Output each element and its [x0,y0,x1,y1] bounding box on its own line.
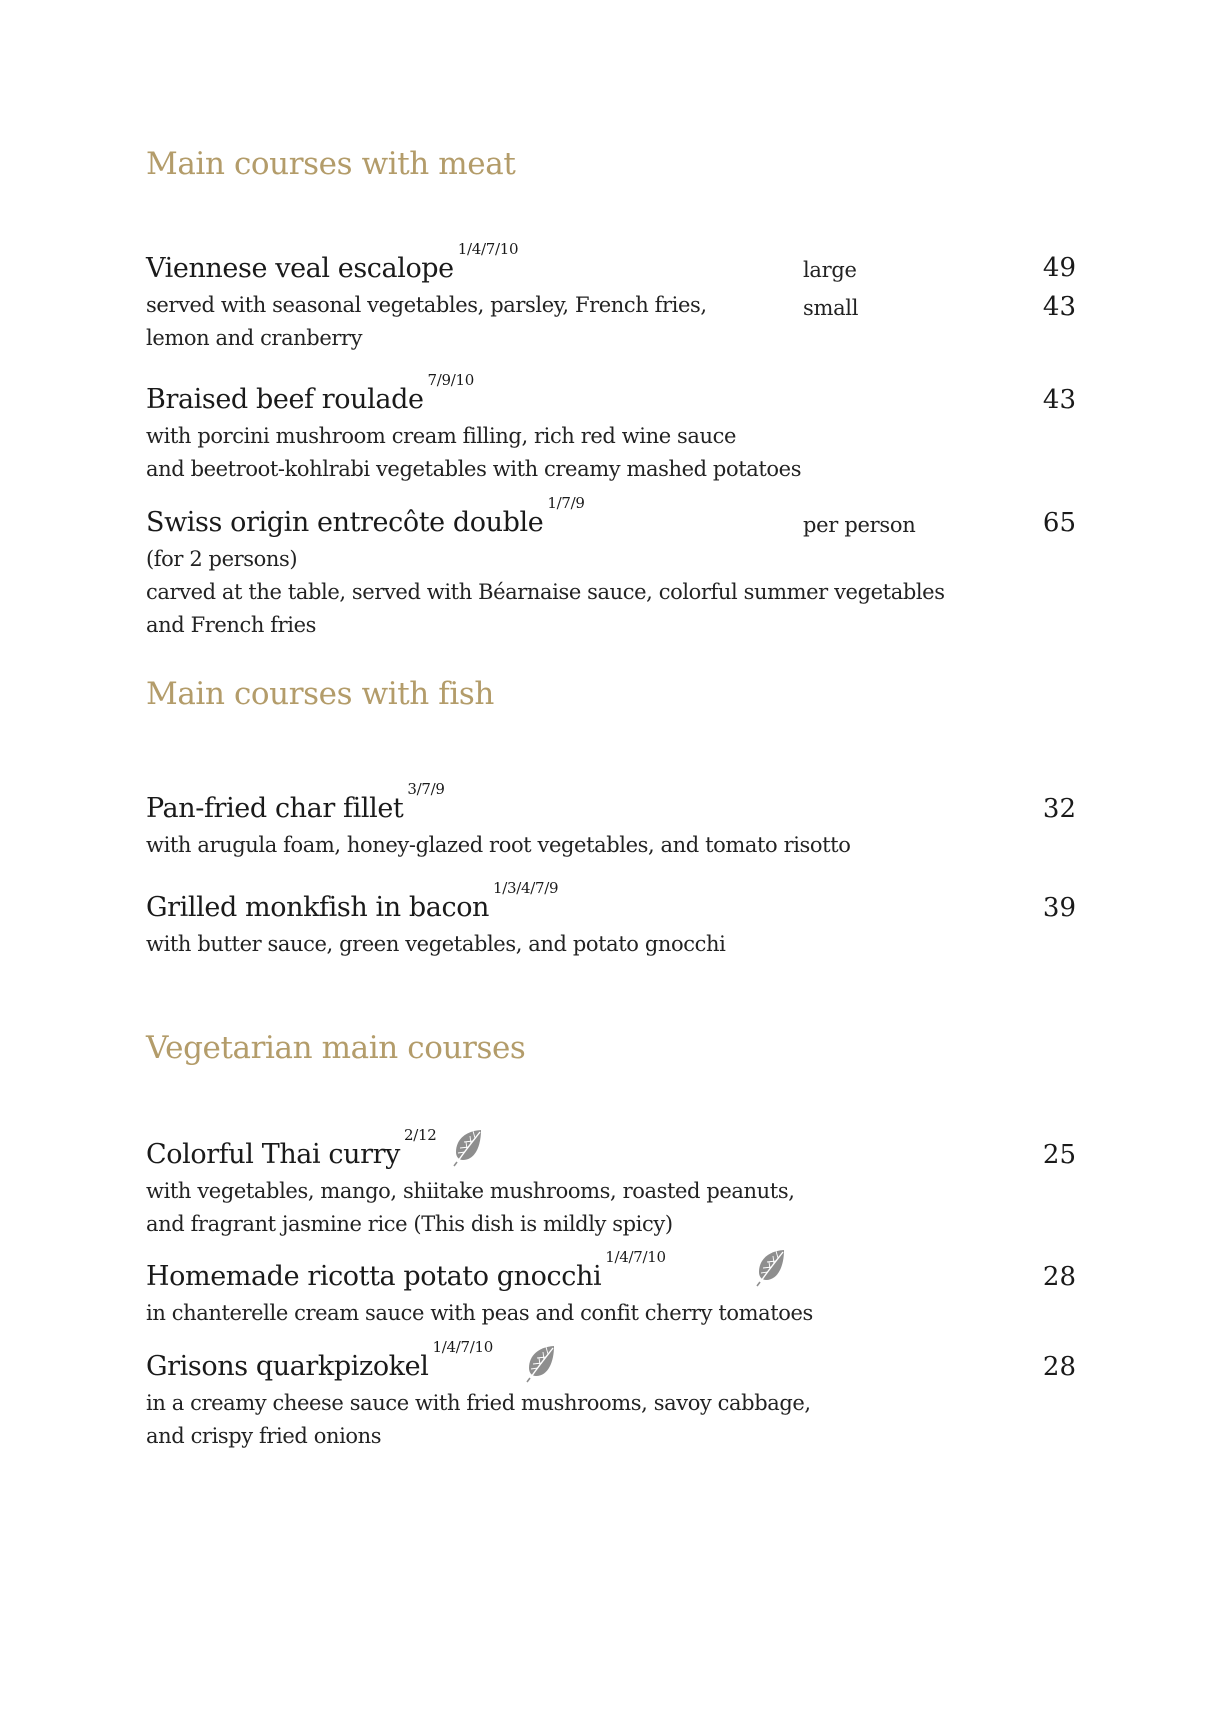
leaf-icon [524,1343,558,1383]
leaf-icon [451,1127,485,1167]
dish-description-line: lemon and cranberry [146,326,363,350]
dish-description-line: in a creamy cheese sauce with fried mushrooms, savoy cabbage, [146,1391,811,1415]
dish-name: Homemade ricotta potato gnocchi [146,1261,602,1292]
size-label-large: large [803,258,857,282]
dish-name: Viennese veal escalope [146,253,454,284]
allergen-codes: 2/12 [404,1126,437,1144]
allergen-codes: 1/7/9 [547,494,585,512]
dish-description-line: with butter sauce, green vegetables, and potato gnocchi [146,932,726,956]
price-small: 43 [1042,292,1076,322]
allergen-codes: 1/4/7/10 [605,1248,666,1266]
dish-pan-fried-char-fillet [146,780,1076,862]
allergen-codes: 1/4/7/10 [432,1338,493,1356]
dish-description-line: (for 2 persons) [146,547,298,571]
dish-description-line: and beetroot-kohlrabi vegetables with creamy mashed potatoes [146,457,802,481]
dish-colorful-thai-curry [146,1126,1076,1241]
section-title-meat: Main courses with meat [146,146,516,182]
dish-name: Grilled monkfish in bacon [146,892,490,923]
dish-description-line: with porcini mushroom cream filling, rich red wine sauce [146,424,737,448]
allergen-codes: 3/7/9 [407,780,445,798]
leaf-icon [754,1247,788,1287]
dish-grisons-quarkpizokel [146,1338,1076,1453]
price: 32 [1042,794,1076,824]
dish-grilled-monkfish-in-bacon [146,879,1076,961]
price: 65 [1042,508,1076,538]
dish-braised-beef-roulade [146,371,1076,486]
dish-description-line: with vegetables, mango, shiitake mushrooms, roasted peanuts, [146,1179,795,1203]
price-large: 49 [1042,253,1076,283]
dish-description-line: carved at the table, served with Béarnaise sauce, colorful summer vegetables [146,580,945,604]
dish-description-line: with arugula foam, honey-glazed root vegetables, and tomato risotto [146,833,851,857]
size-label-per-person: per person [803,513,916,537]
section-title-fish: Main courses with fish [146,676,494,712]
dish-description-line: served with seasonal vegetables, parsley, French fries, [146,293,707,317]
dish-homemade-ricotta-potato-gnocchi [146,1248,1076,1330]
allergen-codes: 1/4/7/10 [457,240,519,258]
dish-name: Grisons quarkpizokel [146,1351,429,1382]
price: 28 [1042,1262,1076,1292]
allergen-codes: 1/3/4/7/9 [493,879,559,897]
section-title-vegetarian: Vegetarian main courses [146,1030,526,1066]
dish-name: Pan-fried char fillet [146,793,404,824]
dish-name: Braised beef roulade [146,384,424,415]
price: 25 [1042,1140,1076,1170]
dish-description-line: and crispy fried onions [146,1424,382,1448]
dish-viennese-veal-escalope [146,240,1076,355]
dish-name: Swiss origin entrecôte double [146,507,544,538]
price: 39 [1042,893,1076,923]
price: 28 [1042,1352,1076,1382]
dish-description-line: and fragrant jasmine rice (This dish is mildly spicy) [146,1212,673,1236]
dish-name: Colorful Thai curry [146,1139,401,1170]
dish-description-line: and French fries [146,613,317,637]
dish-swiss-entrecote-double [146,494,1076,642]
price: 43 [1042,385,1076,415]
size-label-small: small [803,296,859,320]
allergen-codes: 7/9/10 [427,371,475,389]
dish-description-line: in chanterelle cream sauce with peas and confit cherry tomatoes [146,1301,813,1325]
